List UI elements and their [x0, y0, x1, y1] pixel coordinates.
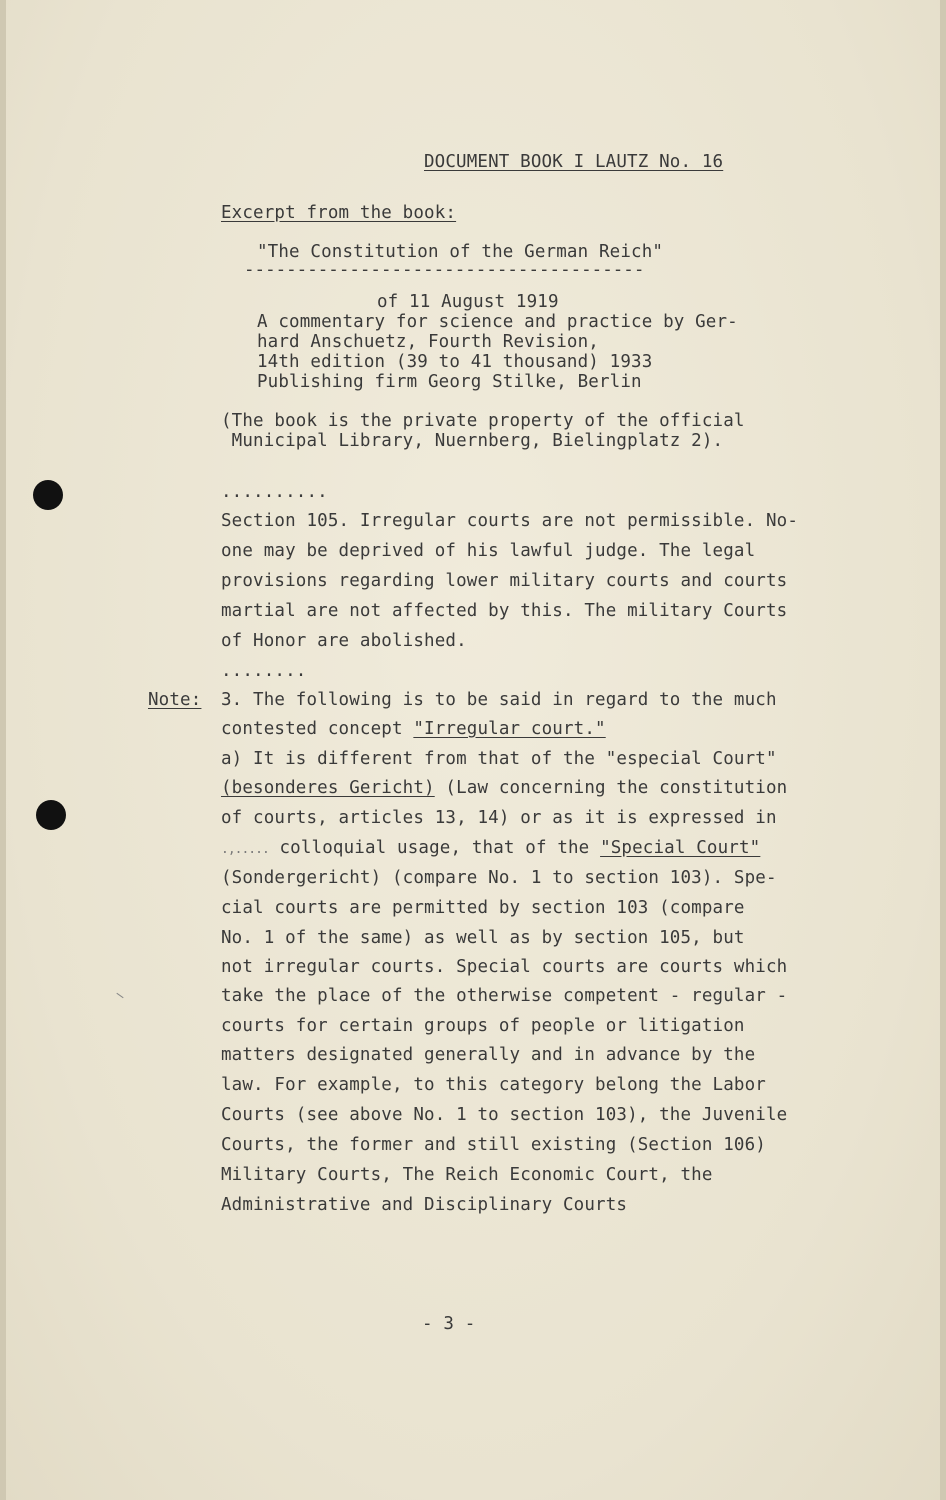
book-title: "The Constitution of the German Reich" [257, 242, 664, 262]
note-line: Courts (see above No. 1 to section 103), the Juvenile [221, 1105, 788, 1125]
note-line: Administrative and Disciplinary Courts [221, 1195, 628, 1215]
page-number: - 3 - [422, 1314, 476, 1334]
section-105-line: of Honor are abolished. [221, 631, 467, 651]
note-line [221, 719, 606, 739]
note-line: a) It is different from that of the "especial Court" [221, 749, 777, 769]
section-105-line: provisions regarding lower military courts and courts [221, 571, 788, 591]
section-105-line: Section 105. Irregular courts are not permissible. No- [221, 511, 799, 531]
besonderes-gericht-term: (besonderes Gericht) [221, 778, 435, 798]
note-line: Courts, the former and still existing (Section 106) [221, 1135, 766, 1155]
pencil-mark [116, 993, 123, 998]
book-info-line: Publishing firm Georg Stilke, Berlin [257, 372, 642, 392]
punch-hole-lower [36, 800, 66, 830]
punch-hole-upper [33, 480, 63, 510]
note-line: 3. The following is to be said in regard to the much [221, 690, 777, 710]
note-line [221, 838, 760, 860]
excerpt-label: Excerpt from the book: [221, 203, 457, 223]
struck-out-text: .,..... [221, 842, 269, 857]
page-right-edge [940, 0, 946, 1500]
section-105-line: martial are not affected by this. The military Courts [221, 601, 788, 621]
book-info-line: A commentary for science and practice by Ger- [257, 312, 738, 332]
ownership-note-line: Municipal Library, Nuernberg, Bielingplatz 2). [221, 431, 724, 451]
ellipsis-top: .......... [221, 482, 328, 502]
note-line [221, 778, 787, 798]
note-text: contested concept [221, 719, 414, 739]
note-line: cial courts are permitted by section 103 (compare [221, 898, 745, 918]
note-line: law. For example, to this category belong the Labor [221, 1075, 766, 1095]
irregular-court-term: "Irregular court." [413, 719, 606, 739]
ownership-note-line: (The book is the private property of the official [221, 411, 745, 431]
book-info-line: 14th edition (39 to 41 thousand) 1933 [257, 352, 653, 372]
note-label: Note: [148, 690, 202, 710]
special-court-term: "Special Court" [600, 838, 761, 858]
note-text: (Law concerning the constitution [434, 778, 788, 798]
title-dashed-rule: -------------------------------------- [244, 260, 645, 280]
page-left-edge [0, 0, 6, 1500]
note-line: No. 1 of the same) as well as by section 105, but [221, 928, 745, 948]
book-info-line: hard Anschuetz, Fourth Revision, [257, 332, 599, 352]
note-line: not irregular courts. Special courts are courts which [221, 957, 788, 977]
note-line: take the place of the otherwise competent - regular - [221, 986, 788, 1006]
note-line: courts for certain groups of people or litigation [221, 1016, 745, 1036]
book-info-line: of 11 August 1919 [377, 292, 559, 312]
document-reference: DOCUMENT BOOK I LAUTZ No. 16 [424, 152, 724, 172]
section-105-line: one may be deprived of his lawful judge. The legal [221, 541, 756, 561]
note-line: of courts, articles 13, 14) or as it is expressed in [221, 808, 777, 828]
note-line: Military Courts, The Reich Economic Court, the [221, 1165, 713, 1185]
note-text: colloquial usage, that of the [268, 838, 601, 858]
note-line: matters designated generally and in advance by the [221, 1045, 756, 1065]
ellipsis-bottom: ........ [221, 661, 307, 681]
note-line: (Sondergericht) (compare No. 1 to section 103). Spe- [221, 868, 777, 888]
